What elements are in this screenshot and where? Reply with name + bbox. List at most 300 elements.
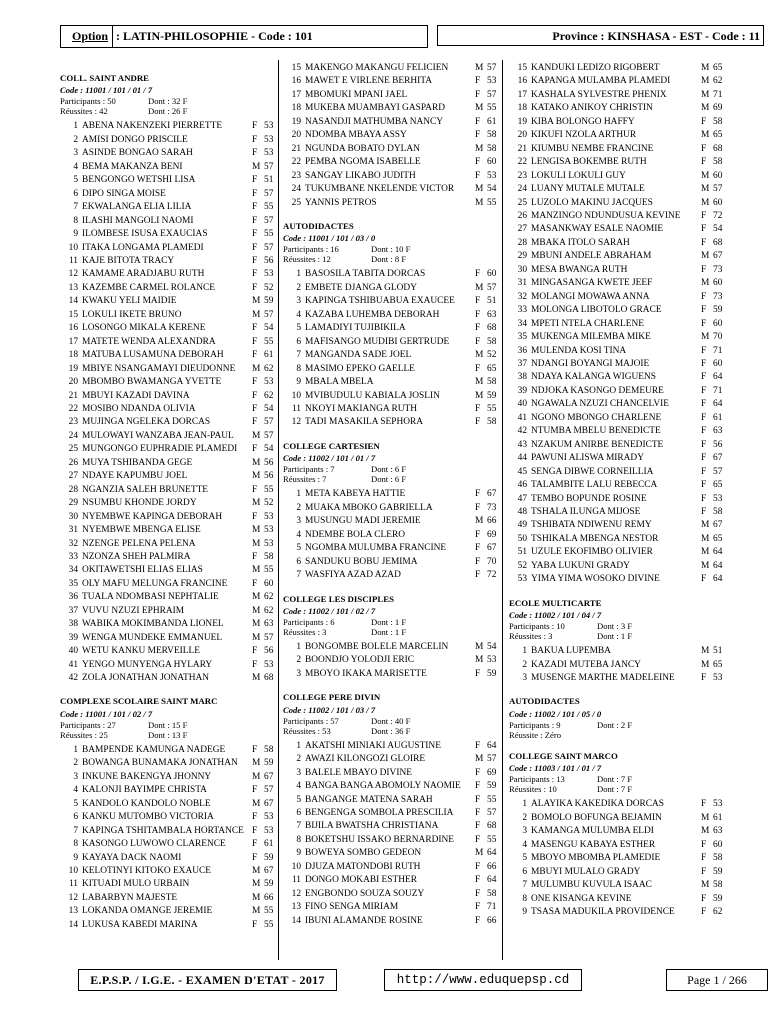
candidate-number: 12 (291, 417, 301, 428)
candidate-score: 56 (264, 471, 274, 482)
candidate-name: MAWET E VIRLENE BERHITA (305, 76, 433, 87)
candidate-score: 68 (713, 237, 723, 248)
participants-female: Dont : 3 F (597, 621, 633, 632)
candidate-score: 55 (487, 834, 497, 845)
option-box (60, 25, 428, 48)
candidate-sex: F (475, 668, 481, 679)
candidate-name: DONGO MOKABI ESTHER (305, 875, 417, 886)
school-name: AUTODIDACTES (509, 696, 580, 707)
candidate-row (283, 794, 505, 807)
candidate-name: ENGBONDO SOUZA SOUZY (305, 888, 425, 899)
participants-female: Dont : 15 F (148, 719, 188, 730)
school-code: Code : 11001 / 101 / 01 / 7 (60, 85, 153, 96)
school-code: Code : 11002 / 101 / 04 / 7 (509, 610, 602, 621)
school-section (60, 72, 282, 685)
participants-count: Participants : 16 (283, 244, 339, 255)
candidate-sex: F (252, 417, 258, 428)
candidate-row (60, 349, 282, 362)
candidate-row (283, 197, 505, 210)
province-box: Province : KINSHASA - EST - Code : 11 (437, 25, 764, 46)
candidate-score: 62 (264, 605, 274, 616)
candidate-number: 4 (522, 839, 527, 850)
participants-row (509, 774, 731, 784)
candidate-number: 4 (296, 529, 301, 540)
candidate-row (60, 905, 282, 918)
candidate-sex: F (701, 453, 707, 464)
candidate-score: 59 (713, 305, 723, 316)
candidate-sex: F (252, 444, 258, 455)
candidate-number: 8 (296, 834, 301, 845)
candidate-sex: M (252, 538, 261, 549)
candidate-row (509, 412, 731, 425)
candidate-number: 9 (522, 907, 527, 918)
candidate-row (283, 268, 505, 281)
participants-female: Dont : 32 F (148, 96, 188, 107)
success-female: Dont : 13 F (148, 729, 188, 740)
candidate-row (283, 641, 505, 654)
candidate-score: 67 (487, 543, 497, 554)
candidate-row (60, 336, 282, 349)
candidate-sex: M (701, 646, 710, 657)
candidate-sex: M (252, 525, 261, 536)
candidate-sex: F (701, 399, 707, 410)
candidate-number: 33 (517, 305, 527, 316)
candidate-sex: F (701, 839, 707, 850)
candidate-score: 54 (713, 224, 723, 235)
participants-count: Participants : 13 (509, 774, 565, 785)
candidate-row (509, 237, 731, 250)
candidate-sex: M (701, 251, 710, 262)
candidate-sex: M (475, 282, 484, 293)
candidate-score: 61 (713, 412, 723, 423)
candidate-score: 65 (713, 659, 723, 670)
page-header (60, 25, 767, 49)
success-row (283, 254, 505, 264)
candidate-sex: F (252, 148, 258, 159)
candidate-sex: F (252, 282, 258, 293)
candidate-row (60, 865, 282, 878)
candidate-number: 28 (517, 237, 527, 248)
candidate-sex: F (252, 403, 258, 414)
candidate-sex: M (475, 143, 484, 154)
candidate-name: BENGONGO WETSHI LISA (82, 175, 196, 186)
candidate-name: ILOMBESE ISUSA EXAUCIAS (82, 229, 208, 240)
candidate-sex: M (475, 641, 484, 652)
candidate-score: 62 (713, 76, 723, 87)
candidate-score: 68 (713, 143, 723, 154)
candidate-row (283, 336, 505, 349)
candidate-score: 53 (713, 799, 723, 810)
candidate-row (283, 143, 505, 156)
candidate-sex: F (475, 130, 481, 141)
candidate-score: 57 (264, 417, 274, 428)
candidate-score: 57 (264, 785, 274, 796)
candidate-score: 72 (713, 210, 723, 221)
candidate-score: 56 (713, 439, 723, 450)
candidate-name: ILASHI MANGOLI NAOMI (82, 215, 194, 226)
success-female: Dont : 26 F (148, 106, 188, 117)
candidate-sex: F (701, 506, 707, 517)
candidate-number: 7 (73, 202, 78, 213)
candidate-number: 17 (291, 89, 301, 100)
candidate-row (60, 511, 282, 524)
candidate-sex: M (701, 533, 710, 544)
candidate-sex: F (475, 170, 481, 181)
candidate-sex: M (701, 197, 710, 208)
candidate-score: 64 (713, 560, 723, 571)
candidate-sex: F (475, 834, 481, 845)
candidate-row (60, 672, 282, 685)
candidate-name: OKITAWETSHI ELIAS ELIAS (82, 565, 203, 576)
candidate-score: 73 (713, 291, 723, 302)
candidate-name: NGONO MBONGO CHARLENE (531, 412, 662, 423)
candidate-number: 25 (517, 197, 527, 208)
candidate-row (509, 223, 731, 236)
candidate-name: KASONGO LUWOWO CLARENCE (82, 839, 226, 850)
candidate-name: LUZOLO MAKINU JACQUES (531, 197, 653, 208)
candidate-number: 5 (522, 853, 527, 864)
candidate-row (509, 371, 731, 384)
candidate-row (60, 174, 282, 187)
candidate-row (509, 264, 731, 277)
candidate-sex: F (475, 808, 481, 819)
candidate-row (509, 210, 731, 223)
candidate-name: ONE KISANGA KEVINE (531, 893, 632, 904)
candidate-row (283, 834, 505, 847)
candidate-sex: F (252, 744, 258, 755)
candidate-sex: M (701, 880, 710, 891)
candidate-number: 21 (517, 143, 527, 154)
candidate-number: 14 (68, 919, 78, 930)
candidate-row (509, 398, 731, 411)
candidate-name: OLY MAFU MELUNGA FRANCINE (82, 578, 228, 589)
school-section (509, 597, 731, 686)
candidate-number: 18 (517, 103, 527, 114)
candidate-name: MBUYI KAZADI DAVINA (82, 390, 190, 401)
candidate-name: KAZADI MUTEBA JANCY (531, 659, 641, 670)
candidate-number: 3 (522, 673, 527, 684)
candidate-sex: F (701, 264, 707, 275)
candidate-number: 19 (68, 363, 78, 374)
candidate-sex: F (701, 907, 707, 918)
candidate-row (509, 304, 731, 317)
candidate-sex: M (252, 892, 261, 903)
candidate-score: 70 (713, 332, 723, 343)
candidate-score: 54 (264, 323, 274, 334)
candidate-number: 10 (291, 861, 301, 872)
candidate-row (283, 403, 505, 416)
candidate-sex: F (475, 296, 481, 307)
candidate-sex: F (701, 157, 707, 168)
candidate-sex: M (252, 363, 261, 374)
option-text: : LATIN-PHILOSOPHIE - Code : 101 (116, 29, 313, 43)
candidate-number: 3 (296, 516, 301, 527)
candidate-number: 15 (68, 309, 78, 320)
candidate-name: BAKUA LUPEMBA (531, 646, 611, 657)
candidate-number: 6 (296, 556, 301, 567)
candidate-number: 22 (291, 157, 301, 168)
candidate-row (283, 515, 505, 528)
candidate-number: 7 (296, 570, 301, 581)
candidate-row (283, 349, 505, 362)
candidate-row (283, 170, 505, 183)
candidate-sex: M (252, 430, 261, 441)
candidate-sex: F (701, 318, 707, 329)
candidate-number: 44 (517, 453, 527, 464)
candidate-number: 19 (517, 116, 527, 127)
candidate-row (60, 524, 282, 537)
candidate-name: INKUNE BAKENGYA JHONNY (82, 771, 212, 782)
candidate-row (509, 385, 731, 398)
candidate-row (509, 452, 731, 465)
results-column-3 (509, 62, 731, 919)
candidate-sex: M (475, 103, 484, 114)
candidate-number: 36 (517, 345, 527, 356)
school-code: Code : 11001 / 101 / 02 / 7 (60, 708, 153, 719)
candidate-row (283, 129, 505, 142)
candidate-name: MESA BWANGA RUTH (531, 264, 628, 275)
candidate-number: 23 (517, 170, 527, 181)
candidate-name: ALAYIKA KAKEDIKA DORCAS (531, 799, 664, 810)
candidate-number: 37 (68, 605, 78, 616)
candidate-name: EKWALANGA ELIA LILIA (82, 202, 192, 213)
candidate-score: 68 (264, 673, 274, 684)
candidate-score: 67 (487, 489, 497, 500)
candidate-number: 10 (291, 390, 301, 401)
candidate-score: 52 (264, 282, 274, 293)
candidate-number: 29 (517, 251, 527, 262)
candidate-name: ABENA NAKENZEKI PIERRETTE (82, 121, 223, 132)
candidate-name: LENGISA BOKEMBE RUTH (531, 157, 647, 168)
candidate-name: TSHIKALA MBENGA NESTOR (531, 533, 659, 544)
candidate-row (509, 825, 731, 838)
candidate-score: 61 (264, 839, 274, 850)
candidate-row (60, 632, 282, 645)
candidate-number: 21 (68, 390, 78, 401)
candidate-score: 53 (264, 538, 274, 549)
candidate-sex: M (252, 565, 261, 576)
candidate-name: AKATSHI MINIAKI AUGUSTINE (305, 740, 441, 751)
candidate-sex: F (475, 767, 481, 778)
candidate-score: 53 (264, 812, 274, 823)
participants-count: Participants : 9 (509, 719, 561, 730)
candidate-sex: F (701, 574, 707, 585)
candidate-score: 69 (487, 767, 497, 778)
candidate-row (60, 376, 282, 389)
candidate-sex: F (701, 799, 707, 810)
candidate-number: 40 (68, 646, 78, 657)
candidate-row (509, 479, 731, 492)
candidate-name: KELOTINYI KITOKO EXAUCE (82, 866, 211, 877)
candidate-name: MULOWAYI WANZABA JEAN-PAUL (82, 430, 234, 441)
candidate-row (283, 376, 505, 389)
candidate-name: NZONZA SHEH PALMIRA (82, 551, 191, 562)
candidate-number: 28 (68, 484, 78, 495)
candidate-score: 60 (487, 269, 497, 280)
candidate-sex: F (475, 489, 481, 500)
candidate-sex: F (252, 202, 258, 213)
candidate-name: BOWANGA BUNAMAKA JONATHAN (82, 758, 238, 769)
candidate-sex: F (701, 358, 707, 369)
candidate-row (509, 75, 731, 88)
candidate-sex: M (475, 350, 484, 361)
candidate-sex: M (252, 619, 261, 630)
candidate-score: 58 (487, 143, 497, 154)
candidate-row (283, 861, 505, 874)
candidate-name: NDJOKA KASONGO DEMEURE (531, 385, 664, 396)
candidate-sex: M (252, 471, 261, 482)
candidate-score: 57 (264, 632, 274, 643)
candidate-sex: M (701, 547, 710, 558)
candidate-number: 53 (517, 574, 527, 585)
candidate-score: 57 (487, 63, 497, 73)
candidate-number: 16 (517, 76, 527, 87)
candidate-sex: F (252, 323, 258, 334)
candidate-row (60, 255, 282, 268)
candidate-name: MINGASANGA KWETE JEEF (531, 278, 653, 289)
school-name: COLLEGE SAINT MARCO (509, 750, 618, 761)
candidate-row (509, 156, 731, 169)
candidate-row (509, 89, 731, 102)
candidate-number: 5 (73, 175, 78, 186)
candidate-row (283, 529, 505, 542)
candidate-score: 62 (264, 592, 274, 603)
success-count: Réussites : 12 (283, 254, 331, 265)
candidate-score: 69 (487, 529, 497, 540)
candidate-number: 21 (291, 143, 301, 154)
page-number: Page 1 / 266 (666, 969, 768, 991)
candidate-score: 67 (264, 866, 274, 877)
candidate-name: MAFISANGO MUDIBI GERTRUDE (305, 336, 450, 347)
candidate-row (283, 156, 505, 169)
candidate-score: 53 (264, 121, 274, 132)
candidate-number: 34 (517, 318, 527, 329)
candidate-score: 56 (264, 646, 274, 657)
school-code: Code : 11002 / 101 / 03 / 7 (283, 704, 376, 715)
candidate-name: NYEMBWE KAPINGA DEBORAH (82, 511, 223, 522)
success-female: Dont : 8 F (371, 254, 407, 265)
candidate-number: 38 (68, 619, 78, 630)
candidate-score: 53 (487, 170, 497, 181)
candidate-score: 53 (264, 659, 274, 670)
candidate-score: 71 (487, 902, 497, 913)
candidate-row (283, 322, 505, 335)
candidate-row (60, 322, 282, 335)
candidate-sex: F (252, 511, 258, 522)
school-name: COLL. SAINT ANDRE (60, 73, 150, 83)
candidate-score: 61 (487, 116, 497, 127)
candidate-sex: F (701, 412, 707, 423)
candidate-sex: F (252, 839, 258, 850)
candidate-number: 31 (68, 525, 78, 536)
candidate-name: MUNGONGO EUPHRADIE PLAMEDI (82, 444, 238, 455)
school-name: COMPLEXE SCOLAIRE SAINT MARC (60, 696, 218, 707)
candidate-name: MBUNI ANDELE ABRAHAM (531, 251, 652, 262)
candidate-row (60, 538, 282, 551)
candidate-number: 7 (296, 821, 301, 832)
candidate-score: 54 (487, 641, 497, 652)
participants-row (283, 464, 505, 474)
candidate-row (283, 542, 505, 555)
candidate-name: NDEMBE BOLA CLERO (305, 529, 406, 540)
candidate-number: 20 (291, 130, 301, 141)
candidate-row (283, 75, 505, 88)
candidate-sex: F (475, 740, 481, 751)
candidate-number: 1 (296, 641, 301, 652)
candidate-sex: F (252, 269, 258, 280)
candidate-score: 57 (713, 466, 723, 477)
participants-count: Participants : 10 (509, 621, 565, 632)
candidate-name: KAPINGA TSHITAMBALA HORTANCE (82, 825, 244, 836)
candidate-row (283, 874, 505, 887)
candidate-name: TUALA NDOMBASI NEPHTALIE (82, 592, 219, 603)
candidate-row (60, 363, 282, 376)
candidate-sex: F (252, 350, 258, 361)
candidate-number: 32 (517, 291, 527, 302)
candidate-name: MBOMUKI MPANI JAEL (305, 89, 408, 100)
candidate-row (509, 659, 731, 672)
candidate-sex: F (252, 336, 258, 347)
candidate-name: NDANGI BOYANGI MAJOIE (531, 358, 650, 369)
candidate-number: 12 (68, 269, 78, 280)
candidate-name: MULUMBU KUVULA ISAAC (531, 880, 652, 891)
candidate-score: 58 (713, 116, 723, 127)
participants-row (509, 720, 731, 730)
candidate-sex: F (475, 269, 481, 280)
candidate-name: LOKULI LOKULI GUY (531, 170, 626, 181)
candidate-row (283, 780, 505, 793)
candidate-row (60, 659, 282, 672)
candidate-row (509, 798, 731, 811)
candidate-name: MBOYO IKAKA MARISETTE (305, 668, 427, 679)
candidate-sex: F (475, 336, 481, 347)
candidate-name: NGUNDA BOBATO DYLAN (305, 143, 420, 154)
candidate-sex: M (252, 498, 261, 509)
candidate-number: 23 (68, 417, 78, 428)
candidate-name: BIJILA BWATSHA CHRISTIANA (305, 821, 439, 832)
candidate-score: 59 (487, 390, 497, 401)
candidate-name: NDAYE KAPUMBU JOEL (82, 471, 188, 482)
candidate-score: 55 (264, 906, 274, 917)
success-count: Réussites : 42 (60, 106, 108, 117)
candidate-score: 55 (487, 197, 497, 208)
candidate-sex: M (475, 63, 484, 73)
candidate-name: KWAKU YELI MAIDIE (82, 296, 177, 307)
candidate-score: 65 (713, 533, 723, 544)
candidate-number: 9 (73, 229, 78, 240)
candidate-name: UZULE EKOFIMBO OLIVIER (531, 547, 653, 558)
candidate-row (60, 838, 282, 851)
candidate-row (60, 852, 282, 865)
candidate-row (60, 811, 282, 824)
candidate-row (283, 654, 505, 667)
candidate-sex: M (475, 754, 484, 765)
candidate-number: 6 (296, 336, 301, 347)
candidate-sex: F (701, 493, 707, 504)
candidate-sex: F (252, 229, 258, 240)
candidate-score: 66 (487, 915, 497, 926)
candidate-name: MBOYO MBOMBA PLAMEDIE (531, 853, 661, 864)
success-count: Réussite : Zéro (509, 729, 562, 740)
candidate-score: 63 (713, 426, 723, 437)
candidate-row (60, 457, 282, 470)
candidate-sex: F (475, 403, 481, 414)
candidate-row (509, 645, 731, 658)
candidate-score: 73 (487, 502, 497, 513)
candidate-name: MASENGU KABAYA ESTHER (531, 839, 656, 850)
candidate-sex: M (701, 89, 710, 100)
school-section (283, 440, 505, 583)
